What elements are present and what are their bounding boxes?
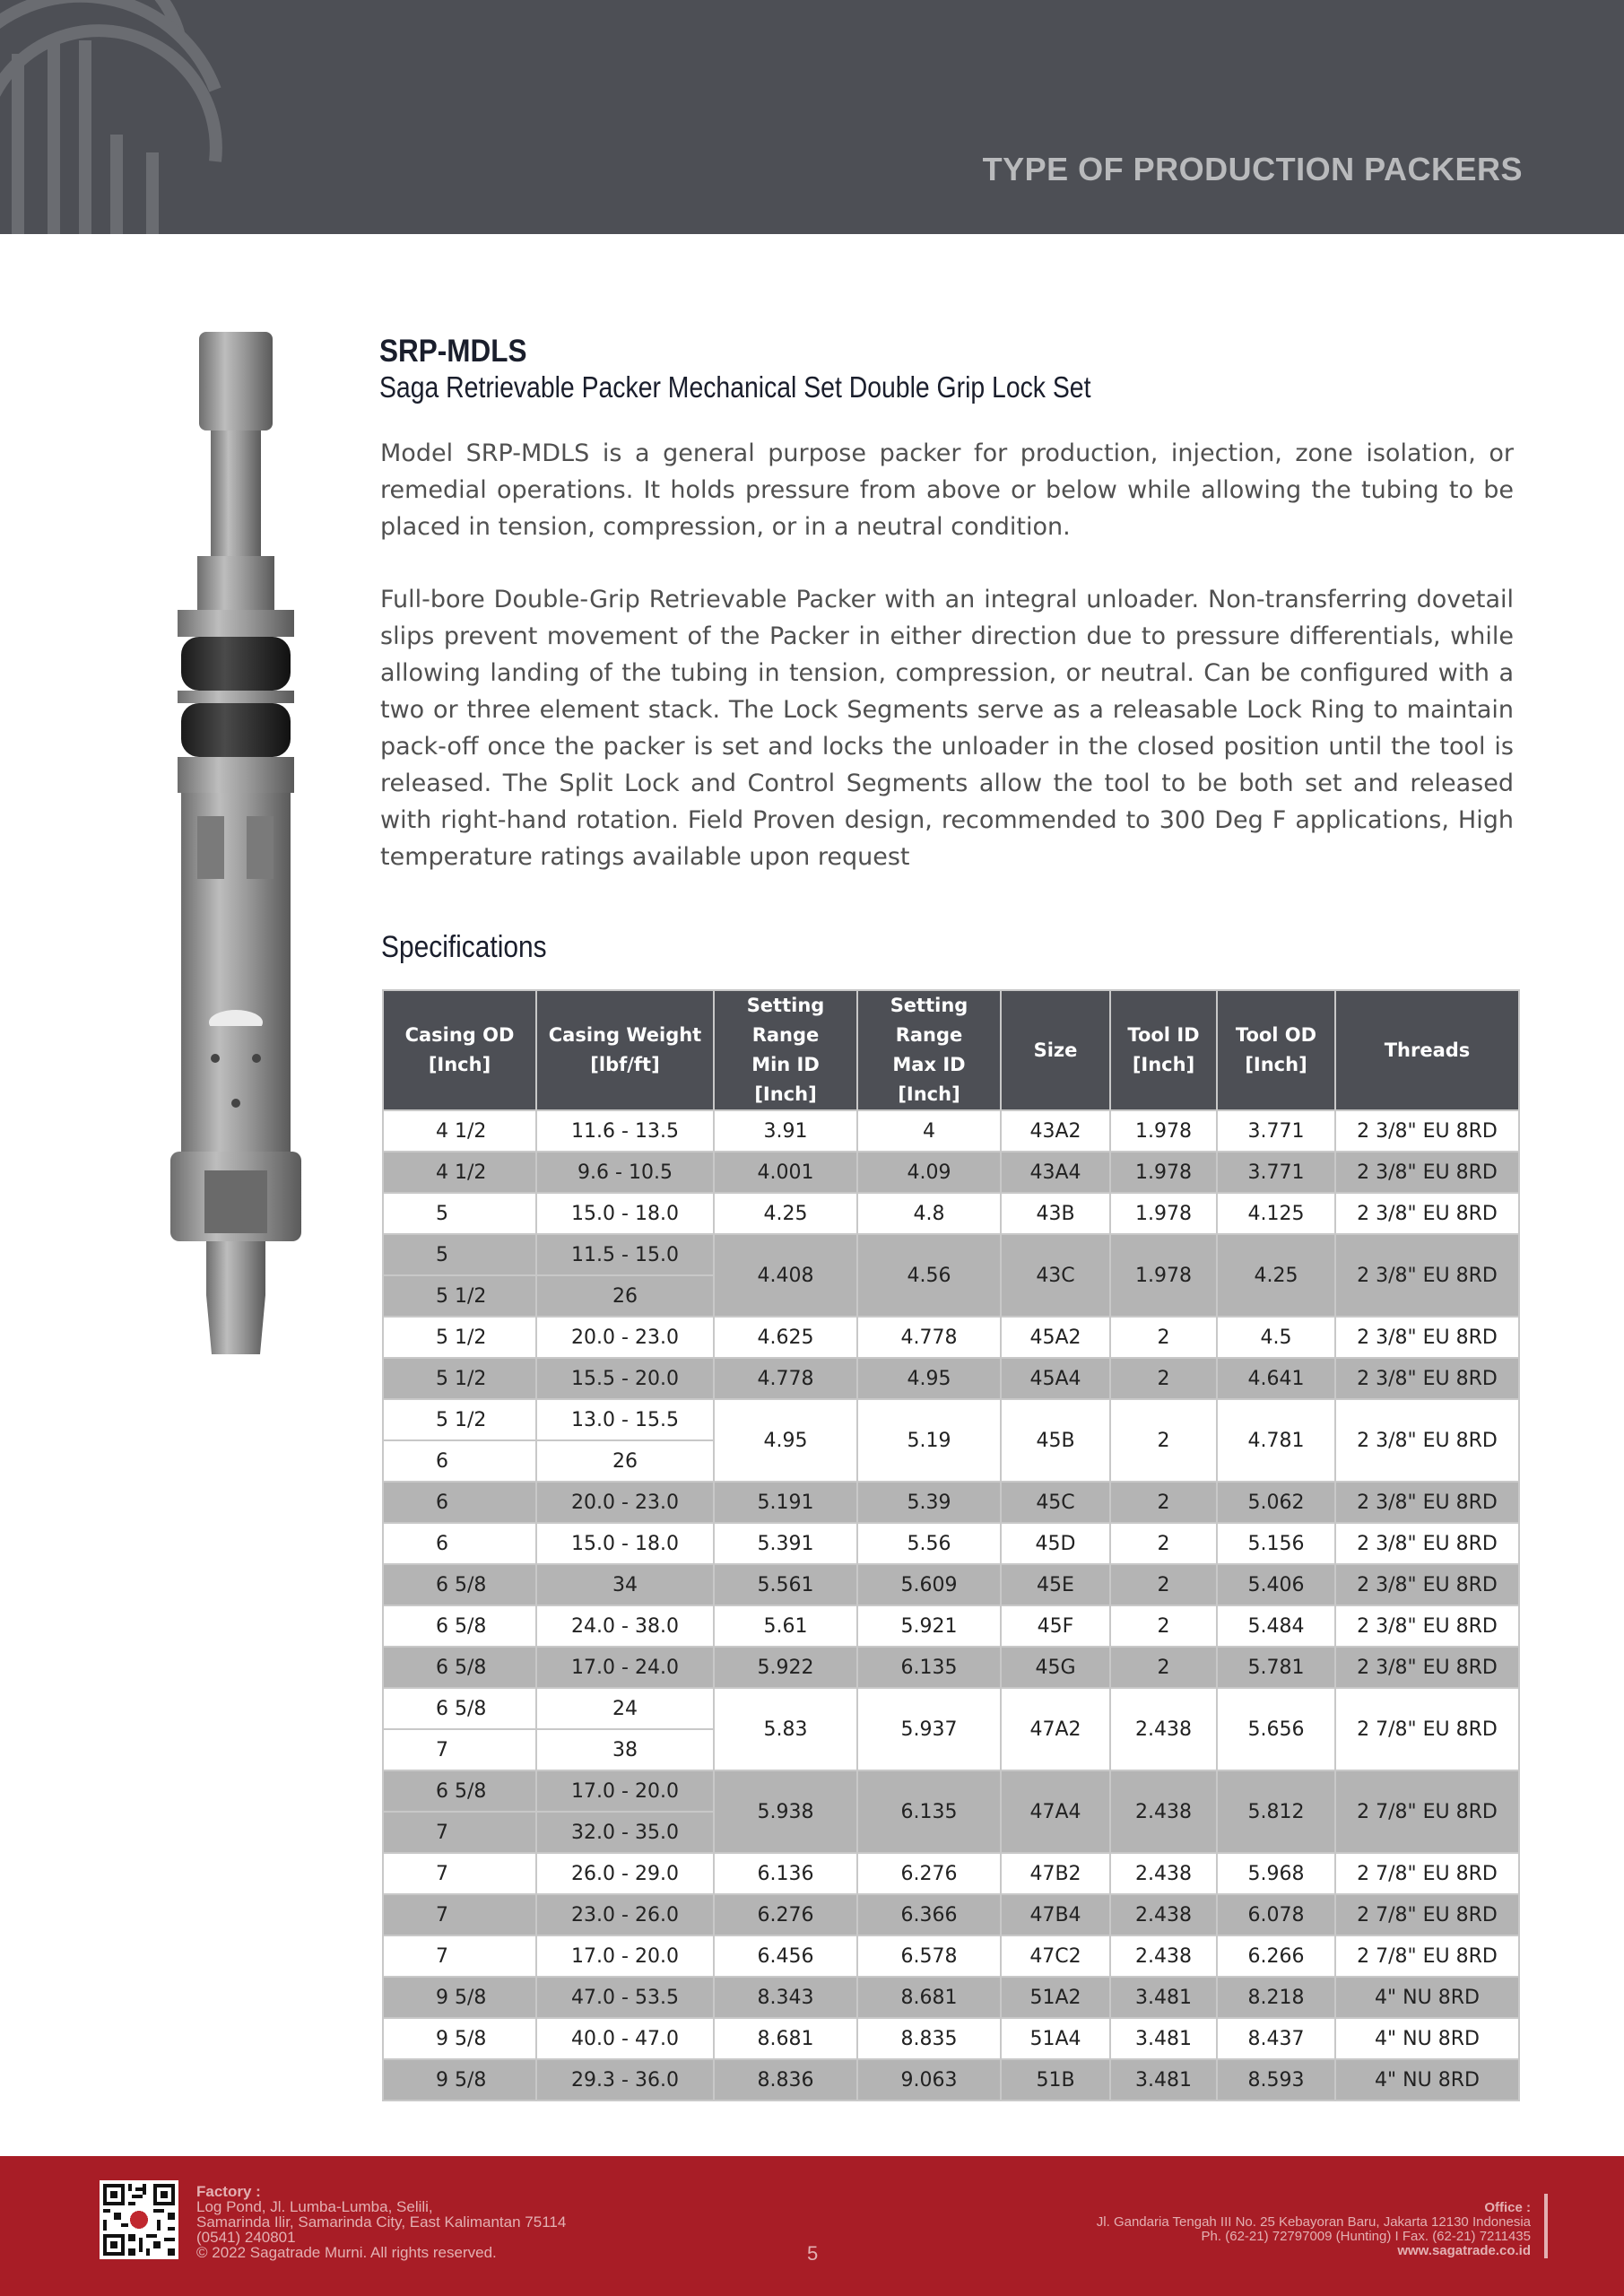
cell-tool-id: 3.481 [1110,1977,1217,2018]
qr-code-icon [100,2180,178,2259]
cell-max-id: 5.609 [857,1564,1001,1605]
cell-casing-od: 5 1/2 [383,1317,536,1358]
table-row [383,1935,1519,1977]
header-label-line: [Inch] [1132,1054,1195,1075]
header-label-line: [Inch] [898,1083,960,1105]
cell-min-id: 4.25 [714,1193,857,1234]
cell-threads: 2 3/8" EU 8RD [1335,1152,1519,1193]
cell-size: 47B4 [1001,1894,1110,1935]
cell-tool-id: 2.438 [1110,1935,1217,1977]
cell-threads: 2 3/8" EU 8RD [1335,1482,1519,1523]
cell-max-id: 5.19 [857,1399,1001,1482]
cell-max-id: 4.56 [857,1234,1001,1317]
header-label-line: Min ID [751,1054,820,1075]
cell-casing-weight: 32.0 - 35.0 [536,1812,714,1853]
table-row [383,1193,1519,1234]
cell-casing-weight: 15.0 - 18.0 [536,1523,714,1564]
product-code: SRP-MDLS [379,334,527,369]
cell-min-id: 6.456 [714,1935,857,1977]
cell-casing-weight: 11.6 - 13.5 [536,1110,714,1152]
cell-casing-weight: 29.3 - 36.0 [536,2059,714,2100]
cell-size: 45A4 [1001,1358,1110,1399]
col-header-size [1001,990,1110,1110]
page-header [0,0,1624,234]
cell-casing-od: 7 [383,1853,536,1894]
header-label-line: Max ID [892,1054,966,1075]
cell-threads: 4" NU 8RD [1335,1977,1519,2018]
cell-size: 51A4 [1001,2018,1110,2059]
cell-max-id: 6.135 [857,1647,1001,1688]
table-row [383,1358,1519,1399]
cell-threads: 2 3/8" EU 8RD [1335,1605,1519,1647]
cell-tool-id: 2 [1110,1523,1217,1564]
cell-min-id: 3.91 [714,1110,857,1152]
table-row [383,1564,1519,1605]
cell-casing-od: 6 5/8 [383,1647,536,1688]
cell-tool-id: 2.438 [1110,1770,1217,1853]
cell-max-id: 4.95 [857,1358,1001,1399]
cell-tool-od: 5.156 [1217,1523,1335,1564]
table-row [383,1234,1519,1275]
cell-tool-od: 4.641 [1217,1358,1335,1399]
cell-max-id: 6.578 [857,1935,1001,1977]
table-row [383,1399,1519,1440]
cell-tool-id: 3.481 [1110,2018,1217,2059]
cell-threads: 2 3/8" EU 8RD [1335,1193,1519,1234]
cell-size: 43A4 [1001,1152,1110,1193]
cell-tool-od: 5.406 [1217,1564,1335,1605]
cell-size: 43C [1001,1234,1110,1317]
header-label-line: Setting Range [890,995,968,1046]
cell-tool-od: 3.771 [1217,1152,1335,1193]
cell-casing-weight: 15.0 - 18.0 [536,1193,714,1234]
table-row [383,1853,1519,1894]
copyright: © 2022 Sagatrade Murni. All rights reserved. [196,2244,497,2261]
cell-casing-od: 5 [383,1234,536,1275]
cell-threads: 2 7/8" EU 8RD [1335,1853,1519,1894]
table-body [383,1110,1519,2100]
cell-tool-id: 2.438 [1110,1853,1217,1894]
office-line: Jl. Gandaria Tengah III No. 25 Kebayoran Baru, Jakarta 12130 Indonesia [1096,2214,1531,2230]
factory-label: Factory : [196,2183,261,2200]
table-row [383,2059,1519,2100]
cell-casing-weight: 17.0 - 20.0 [536,1935,714,1977]
cell-max-id: 5.56 [857,1523,1001,1564]
table-row [383,1317,1519,1358]
cell-min-id: 8.681 [714,2018,857,2059]
cell-min-id: 8.343 [714,1977,857,2018]
cell-tool-id: 1.978 [1110,1110,1217,1152]
cell-min-id: 4.778 [714,1358,857,1399]
col-header-casing-weight [536,990,714,1110]
cell-min-id: 5.391 [714,1523,857,1564]
cell-tool-od: 4.25 [1217,1234,1335,1317]
cell-casing-weight: 11.5 - 15.0 [536,1234,714,1275]
cell-max-id: 4.8 [857,1193,1001,1234]
cell-casing-weight: 15.5 - 20.0 [536,1358,714,1399]
col-header-tool-id [1110,990,1217,1110]
cell-size: 47B2 [1001,1853,1110,1894]
cell-threads: 2 3/8" EU 8RD [1335,1234,1519,1317]
cell-size: 51A2 [1001,1977,1110,2018]
cell-max-id: 6.366 [857,1894,1001,1935]
cell-tool-od: 8.437 [1217,2018,1335,2059]
cell-size: 43B [1001,1193,1110,1234]
cell-casing-weight: 47.0 - 53.5 [536,1977,714,2018]
cell-max-id: 8.835 [857,2018,1001,2059]
table-row [383,1977,1519,2018]
cell-casing-weight: 17.0 - 24.0 [536,1647,714,1688]
cell-casing-od: 6 [383,1523,536,1564]
cell-casing-od: 9 5/8 [383,2018,536,2059]
cell-tool-id: 2 [1110,1399,1217,1482]
cell-casing-weight: 9.6 - 10.5 [536,1152,714,1193]
cell-casing-weight: 17.0 - 20.0 [536,1770,714,1812]
table-row [383,1605,1519,1647]
cell-tool-id: 3.481 [1110,2059,1217,2100]
cell-tool-id: 2 [1110,1317,1217,1358]
cell-casing-weight: 26.0 - 29.0 [536,1853,714,1894]
cell-min-id: 6.276 [714,1894,857,1935]
cell-casing-od: 7 [383,1729,536,1770]
factory-line: Samarinda Ilir, Samarinda City, East Kalimantan 75114 [196,2213,567,2231]
cell-min-id: 5.561 [714,1564,857,1605]
cell-casing-weight: 13.0 - 15.5 [536,1399,714,1440]
cell-threads: 2 3/8" EU 8RD [1335,1564,1519,1605]
cell-casing-od: 7 [383,1935,536,1977]
cell-max-id: 5.937 [857,1688,1001,1770]
cell-size: 45E [1001,1564,1110,1605]
cell-tool-od: 5.781 [1217,1647,1335,1688]
cell-min-id: 4.408 [714,1234,857,1317]
cell-tool-id: 2.438 [1110,1688,1217,1770]
cell-tool-od: 4.781 [1217,1399,1335,1482]
cell-tool-od: 4.125 [1217,1193,1335,1234]
page-number: 5 [807,2242,819,2265]
cell-tool-od: 6.266 [1217,1935,1335,1977]
table-row [383,1647,1519,1688]
cell-threads: 2 3/8" EU 8RD [1335,1399,1519,1482]
packer-tool-image [161,323,318,1363]
table-row [383,1770,1519,1812]
cell-min-id: 5.61 [714,1605,857,1647]
cell-casing-od: 6 5/8 [383,1564,536,1605]
cell-max-id: 6.276 [857,1853,1001,1894]
table-row [383,1688,1519,1729]
cell-min-id: 4.95 [714,1399,857,1482]
table-row [383,1110,1519,1152]
cell-min-id: 6.136 [714,1853,857,1894]
header-label-line: [Inch] [1245,1054,1307,1075]
cell-max-id: 5.39 [857,1482,1001,1523]
cell-size: 45D [1001,1523,1110,1564]
cell-min-id: 5.922 [714,1647,857,1688]
cell-size: 47C2 [1001,1935,1110,1977]
cell-tool-id: 1.978 [1110,1193,1217,1234]
cell-casing-weight: 20.0 - 23.0 [536,1317,714,1358]
specifications-table [382,989,1520,2101]
cell-casing-weight: 26 [536,1440,714,1482]
cell-tool-id: 1.978 [1110,1234,1217,1317]
product-description-2: Full-bore Double-Grip Retrievable Packer with an integral unloader. Non-transferring dovetail slips prevent movement of the Packer in either direction due to pressure differentials, while allowing landing of the tubing in tension, compression, or neutral. Can be configured with a two or three element stack. The Lock Segments serve as a releasable Lock Ring to maintain pack-off once the packer is set and locks the unloader in the closed position until the tool is released. The Split Lock and Control Segments allow the tool to be both set and released with right-hand rotation. Field Proven design, recommended to 300 Deg F applications, High temperature ratings available upon request [380,586,1514,871]
cell-threads: 2 7/8" EU 8RD [1335,1894,1519,1935]
cell-threads: 2 7/8" EU 8RD [1335,1935,1519,1977]
specifications-title: Specifications [381,930,547,964]
cell-tool-id: 2 [1110,1482,1217,1523]
cell-tool-id: 2 [1110,1605,1217,1647]
cell-casing-weight: 24.0 - 38.0 [536,1605,714,1647]
cell-tool-od: 6.078 [1217,1894,1335,1935]
cell-max-id: 9.063 [857,2059,1001,2100]
cell-size: 47A4 [1001,1770,1110,1853]
website-link[interactable]: www.sagatrade.co.id [1397,2243,1531,2258]
cell-threads: 2 3/8" EU 8RD [1335,1317,1519,1358]
office-phone: Ph. (62-21) 72797009 (Hunting) I Fax. (62-21) 7211435 [1201,2229,1531,2244]
header-label-line: Tool ID [1127,1024,1200,1046]
cell-casing-od: 6 [383,1482,536,1523]
cell-threads: 2 3/8" EU 8RD [1335,1647,1519,1688]
cell-tool-id: 2.438 [1110,1894,1217,1935]
office-divider [1544,2194,1548,2258]
cell-casing-od: 6 [383,1440,536,1482]
cell-casing-od: 6 5/8 [383,1688,536,1729]
header-label-line: Casing Weight [548,1024,702,1046]
cell-min-id: 5.191 [714,1482,857,1523]
cell-size: 45C [1001,1482,1110,1523]
table-row [383,2018,1519,2059]
cell-casing-od: 5 1/2 [383,1275,536,1317]
header-title: TYPE OF PRODUCTION PACKERS [982,151,1523,187]
cell-tool-od: 4.5 [1217,1317,1335,1358]
header-label-line: Threads [1384,1039,1471,1061]
cell-size: 45B [1001,1399,1110,1482]
cell-casing-od: 6 5/8 [383,1770,536,1812]
cell-size: 45F [1001,1605,1110,1647]
cell-tool-id: 2 [1110,1647,1217,1688]
cell-casing-od: 5 1/2 [383,1399,536,1440]
cell-size: 47A2 [1001,1688,1110,1770]
cell-casing-weight: 34 [536,1564,714,1605]
header-label-line: Tool OD [1235,1024,1317,1046]
cell-min-id: 8.836 [714,2059,857,2100]
cell-tool-od: 5.656 [1217,1688,1335,1770]
factory-line: Log Pond, Jl. Lumba-Lumba, Selili, [196,2198,433,2215]
factory-phone: (0541) 240801 [196,2229,296,2246]
cell-threads: 4" NU 8RD [1335,2018,1519,2059]
table-row [383,1482,1519,1523]
cell-tool-id: 2 [1110,1358,1217,1399]
cell-tool-od: 5.484 [1217,1605,1335,1647]
cell-size: 43A2 [1001,1110,1110,1152]
cell-threads: 2 7/8" EU 8RD [1335,1770,1519,1853]
cell-casing-od: 7 [383,1812,536,1853]
cell-max-id: 4.09 [857,1152,1001,1193]
product-description-1: Model SRP-MDLS is a general purpose packer for production, injection, zone isolation, or remedial operations. It holds pressure from above or below while allowing the tubing to be placed in tension, compression, or in a neutral condition. [380,439,1514,541]
table-row [383,1152,1519,1193]
cell-tool-id: 2 [1110,1564,1217,1605]
cell-tool-od: 5.812 [1217,1770,1335,1853]
cell-size: 51B [1001,2059,1110,2100]
header-label-line: Setting Range [746,995,825,1046]
cell-casing-od: 9 5/8 [383,1977,536,2018]
cell-casing-weight: 38 [536,1729,714,1770]
cell-casing-od: 9 5/8 [383,2059,536,2100]
company-logo-watermark [0,0,233,234]
cell-casing-od: 5 1/2 [383,1358,536,1399]
header-label-line: [Inch] [428,1054,491,1075]
cell-min-id: 4.625 [714,1317,857,1358]
cell-max-id: 8.681 [857,1977,1001,2018]
factory-address [196,2184,566,2260]
page-footer [0,2156,1624,2296]
cell-min-id: 4.001 [714,1152,857,1193]
cell-casing-weight: 40.0 - 47.0 [536,2018,714,2059]
cell-tool-od: 8.593 [1217,2059,1335,2100]
cell-threads: 2 3/8" EU 8RD [1335,1523,1519,1564]
col-header-max-id [857,990,1001,1110]
col-header-threads [1335,990,1519,1110]
cell-max-id: 4.778 [857,1317,1001,1358]
cell-max-id: 6.135 [857,1770,1001,1853]
cell-tool-id: 1.978 [1110,1152,1217,1193]
cell-tool-od: 5.062 [1217,1482,1335,1523]
cell-size: 45G [1001,1647,1110,1688]
cell-casing-od: 5 [383,1193,536,1234]
table-header-row [383,990,1519,1110]
table-row [383,1894,1519,1935]
office-label: Office : [1484,2200,1531,2215]
cell-casing-od: 6 5/8 [383,1605,536,1647]
cell-tool-od: 8.218 [1217,1977,1335,2018]
cell-threads: 2 3/8" EU 8RD [1335,1110,1519,1152]
cell-size: 45A2 [1001,1317,1110,1358]
cell-min-id: 5.938 [714,1770,857,1853]
cell-min-id: 5.83 [714,1688,857,1770]
cell-max-id: 5.921 [857,1605,1001,1647]
cell-max-id: 4 [857,1110,1001,1152]
cell-threads: 2 7/8" EU 8RD [1335,1688,1519,1770]
cell-casing-weight: 20.0 - 23.0 [536,1482,714,1523]
header-label-line: [Inch] [754,1083,817,1105]
col-header-casing-od [383,990,536,1110]
cell-casing-od: 7 [383,1894,536,1935]
header-label-line: Casing OD [404,1024,515,1046]
office-address [1097,2201,1531,2258]
cell-tool-od: 5.968 [1217,1853,1335,1894]
col-header-tool-od [1217,990,1335,1110]
cell-casing-weight: 26 [536,1275,714,1317]
product-name: Saga Retrievable Packer Mechanical Set Double Grip Lock Set [379,370,1091,404]
cell-tool-od: 3.771 [1217,1110,1335,1152]
table-row [383,1523,1519,1564]
col-header-min-id [714,990,857,1110]
header-label-line: Size [1033,1039,1078,1061]
header-label-line: [lbf/ft] [590,1054,660,1075]
cell-threads: 2 3/8" EU 8RD [1335,1358,1519,1399]
cell-casing-weight: 24 [536,1688,714,1729]
cell-casing-od: 4 1/2 [383,1152,536,1193]
cell-casing-weight: 23.0 - 26.0 [536,1894,714,1935]
cell-casing-od: 4 1/2 [383,1110,536,1152]
cell-threads: 4" NU 8RD [1335,2059,1519,2100]
